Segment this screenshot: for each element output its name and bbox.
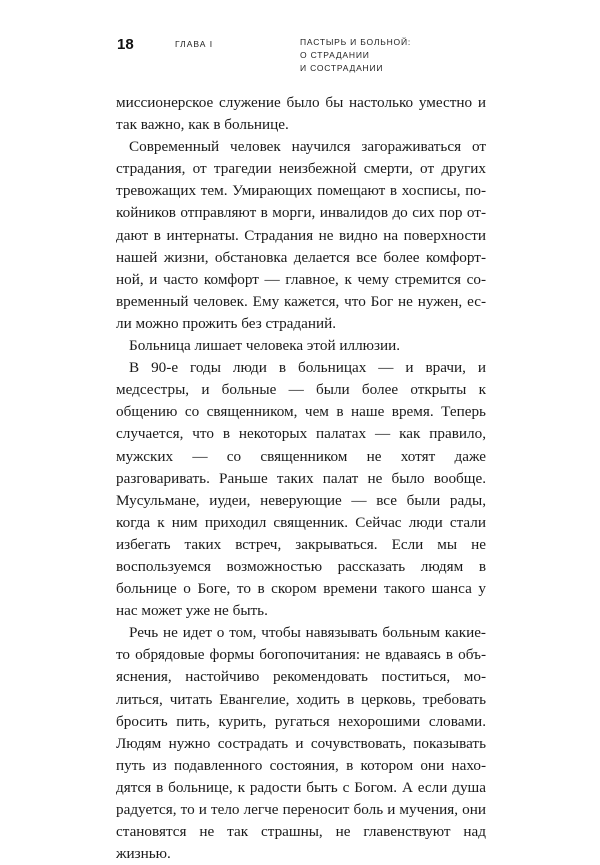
page-number: 18 bbox=[117, 36, 134, 53]
running-title bbox=[300, 36, 411, 75]
paragraph: Больница лишает человека этой иллюзии. bbox=[129, 337, 401, 355]
paragraph-continued: миссионерское служение было бы настолько уместно и так важно, как в больнице. bbox=[116, 94, 486, 134]
running-title-line: ПАСТЫРЬ И БОЛЬНОЙ: bbox=[300, 37, 412, 47]
paragraph: Речь не идет о том, чтобы навязывать больным какие-то обрядовые формы богопочитания: не вдаваясь в объяснения, настойчиво рекомендовать поститься, молиться, читать Евангелие, ходить в церковь, требовать бросить пить, курить, ругаться нехорошими словами. Людям нужно сострадать и сочувствовать, показывать путь из подавленного состояния, в котором они находятся в больнице, к радости быть с Богом. А если душа радуется, то и тело легче переносит боль и мучения, они становятся не так страшны, не главенствуют над жизнью. bbox=[116, 624, 486, 863]
paragraph: В 90-е годы люди в больницах — и врачи, и медсестры, и больные — были более открыты к общению со священником, чем в наше время. Теперь случается, что в некоторых палатах — как правило, мужских — со священником не хотят даже разговаривать. Раньше таких палат не было вообще. Мусульмане, иудеи, неверующие — все были рады, когда к ним приходил священник. Сейчас люди стали избегать таких встреч, закрываться. Если мы не воспользуемся возможностью рассказать людям в больнице о Боге, то в скором времени такого шанса у нас может уже не быть. bbox=[116, 359, 486, 620]
paragraph: Современный человек научился загораживаться от страдания, от трагедии неизбежной смерти, от других тревожащих тем. Умирающих помещают в хосписы, покойников отправляют в морги, инвалидов до сих пор отдают в интернаты. Страдания не видно на поверхности нашей жизни, обстановка делается все более комфортной, и часто комфорт — главное, к чему стремится современный человек. Ему кажется, что Бог не нужен, если можно прожить без страданий. bbox=[116, 138, 486, 332]
body-text bbox=[116, 92, 486, 865]
chapter-label: ГЛАВА I bbox=[175, 39, 214, 49]
running-title-line: О СТРАДАНИИ bbox=[300, 50, 370, 60]
running-title-line: И СОСТРАДАНИИ bbox=[300, 63, 384, 73]
